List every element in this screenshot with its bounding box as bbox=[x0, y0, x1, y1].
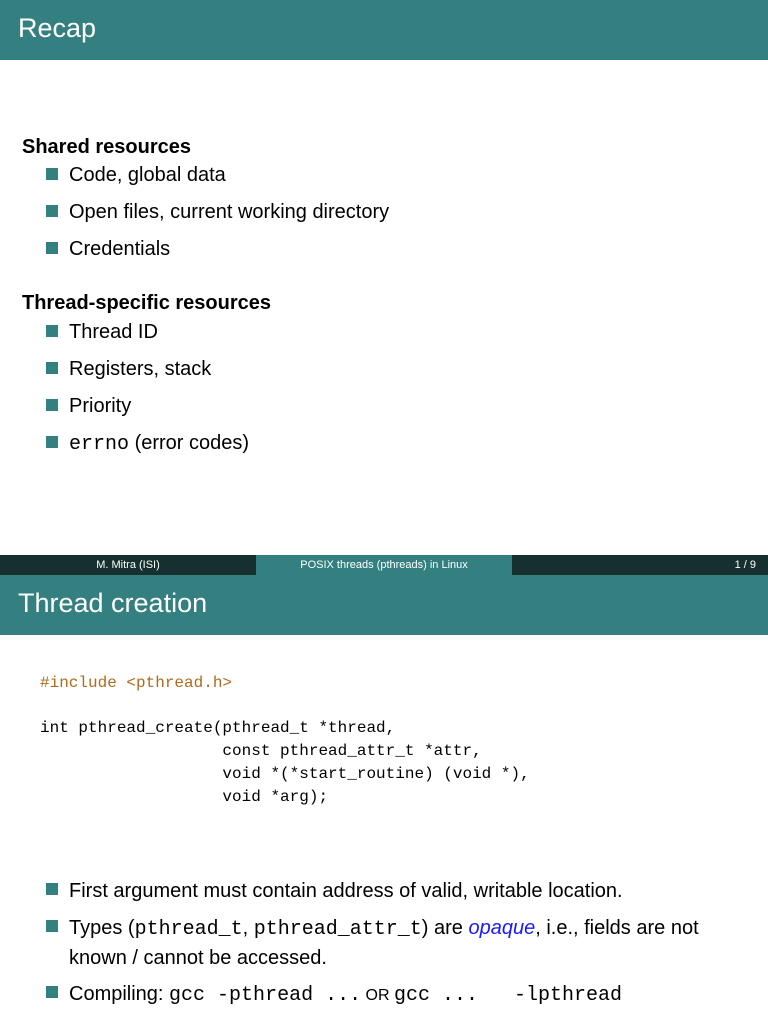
footer-page bbox=[512, 555, 768, 575]
opaque-emphasis: opaque bbox=[468, 917, 536, 939]
square-bullet-icon bbox=[46, 436, 58, 448]
list-item: Types (pthread_t, pthread_attr_t) are opaque, i.e., fields are not known / cannot be accessed. bbox=[46, 914, 756, 973]
square-bullet-icon bbox=[46, 362, 58, 374]
square-bullet-icon bbox=[46, 205, 58, 217]
slide-title: Thread creation bbox=[18, 588, 208, 618]
list-item: Code, global data bbox=[46, 162, 226, 188]
square-bullet-icon bbox=[46, 920, 58, 932]
errno-code: errno bbox=[69, 433, 130, 456]
footer-talk-title: POSIX threads (pthreads) in Linux bbox=[256, 555, 512, 575]
code-line: int pthread_create(pthread_t *thread, bbox=[40, 719, 396, 737]
code-line: void *(*start_routine) (void *), bbox=[40, 765, 530, 783]
code-line: void *arg); bbox=[40, 788, 329, 806]
code-line: const pthread_attr_t *attr, bbox=[40, 742, 482, 760]
list-item: Thread ID bbox=[46, 319, 158, 345]
title-bar bbox=[0, 575, 768, 635]
compile-command-2: gcc ... -lpthread bbox=[393, 984, 623, 1007]
list-item: Registers, stack bbox=[46, 356, 211, 382]
list-item: Compiling: gcc -pthread ... OR gcc ... -lpthread bbox=[46, 980, 756, 1010]
square-bullet-icon bbox=[46, 242, 58, 254]
slide-thread-creation bbox=[0, 575, 768, 1024]
square-bullet-icon bbox=[46, 986, 58, 998]
slide-title: Recap bbox=[18, 13, 97, 43]
list-item: Priority bbox=[46, 393, 131, 419]
title-bar bbox=[0, 0, 768, 60]
list-item: errno (error codes) bbox=[46, 430, 249, 456]
list-item: Open files, current working directory bbox=[46, 199, 389, 225]
type-pthread-t: pthread_t bbox=[134, 918, 243, 941]
square-bullet-icon bbox=[46, 168, 58, 180]
type-pthread-attr-t: pthread_attr_t bbox=[253, 918, 422, 941]
page-number: 1 / 9 bbox=[734, 559, 756, 571]
code-include: #include <pthread.h> bbox=[40, 674, 233, 692]
square-bullet-icon bbox=[46, 325, 58, 337]
shared-resources-heading: Shared resources bbox=[22, 136, 191, 158]
slide-footer bbox=[0, 555, 768, 575]
thread-specific-heading: Thread-specific resources bbox=[22, 292, 271, 314]
footer-author: M. Mitra (ISI) bbox=[0, 555, 256, 575]
list-item: First argument must contain address of valid, writable location. bbox=[46, 877, 756, 906]
list-item: Credentials bbox=[46, 236, 170, 262]
square-bullet-icon bbox=[46, 883, 58, 895]
compile-command-1: gcc -pthread ... bbox=[169, 984, 362, 1007]
square-bullet-icon bbox=[46, 399, 58, 411]
